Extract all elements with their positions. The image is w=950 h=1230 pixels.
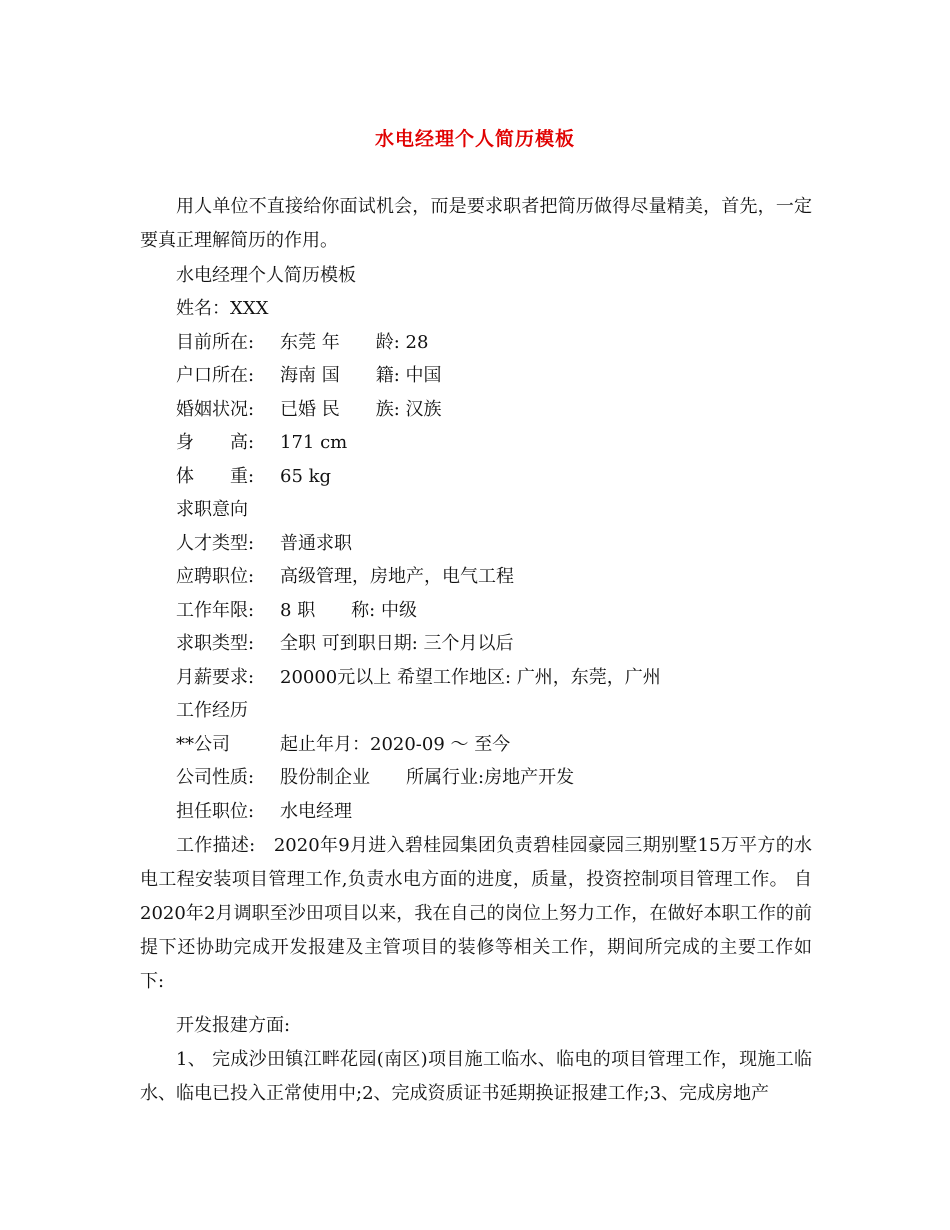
value: 已婚 — [280, 399, 316, 420]
name-line: 姓名：XXX — [176, 298, 269, 319]
row-marital — [176, 398, 442, 422]
value: 股份制企业 — [280, 767, 370, 788]
row-role — [176, 800, 352, 824]
value2: 28 — [405, 332, 429, 353]
label: 婚姻状况: — [176, 399, 255, 420]
label2: 职 称: — [297, 600, 376, 621]
label: 户口所在: — [176, 365, 255, 386]
intro-paragraph: 用人单位不直接给你面试机会，而是要求职者把简历做得尽量精美，首先，一定要真正理解简历的作用。 — [140, 196, 812, 251]
label: 应聘职位: — [176, 566, 255, 587]
value: 东莞 — [280, 332, 316, 353]
label: 人才类型: — [176, 533, 255, 554]
label: 担任职位: — [176, 801, 255, 822]
row-talent — [176, 532, 352, 556]
value2: 中级 — [381, 600, 417, 621]
label: **公司 — [176, 734, 230, 755]
row-salary — [176, 666, 661, 690]
value: 8 — [280, 600, 292, 621]
label: 目前所在: — [176, 332, 255, 353]
value: 20000元以上 — [280, 667, 392, 688]
row-company — [176, 733, 510, 757]
value2: 广州，东莞，广州 — [516, 667, 661, 688]
value2: 汉族 — [405, 399, 442, 420]
label: 工作年限: — [176, 600, 255, 621]
label: 月薪要求: — [176, 667, 255, 688]
value: 起止年月：2020-09 ～ 至今 — [280, 734, 511, 755]
row-years — [176, 599, 417, 623]
value2: 房地产开发 — [484, 767, 575, 788]
value: 海南 — [280, 365, 316, 386]
value2: 三个月以后 — [423, 633, 514, 654]
document-title: 水电经理个人简历模板 — [374, 128, 575, 150]
label: 体 重: — [176, 466, 255, 487]
label2: 所属行业: — [406, 767, 485, 788]
label2: 年 龄: — [321, 332, 400, 353]
section-intent: 求职意向 — [176, 499, 248, 520]
value: 高级管理，房地产，电气工程 — [280, 566, 514, 587]
resume-heading: 水电经理个人简历模板 — [176, 265, 356, 286]
label2: 希望工作地区: — [397, 667, 512, 688]
value: 水电经理 — [280, 801, 352, 822]
value: 171 cm — [280, 432, 348, 453]
value2: 中国 — [405, 365, 442, 386]
row-weight — [176, 465, 331, 489]
label: 公司性质: — [176, 767, 255, 788]
section-work: 工作经历 — [176, 700, 248, 721]
label: 身 高: — [176, 432, 255, 453]
label2: 国 籍: — [321, 365, 400, 386]
row-location — [176, 331, 428, 355]
dev-item: 1、 完成沙田镇江畔花园(南区)项目施工临水、临电的项目管理工作，现施工临水、临电已投入正常使用中;2、完成资质证书延期换证报建工作;3、完成房地产 — [140, 1049, 812, 1104]
value: 65 kg — [280, 466, 332, 487]
work-description: 工作描述: 2020年9月进入碧桂园集团负责碧桂园豪园三期别墅15万平方的水电工程安装项目管理工作,负责水电方面的进度，质量，投资控制项目管理工作。 自2020年2月调职至沙田项目以来，我在自己的岗位上努力工作，在做好本职工作的前提下还协助完成开发报建及主管项目的装修等相关工作，期间所完成的主要工作如下: — [140, 835, 812, 992]
row-hukou — [176, 364, 442, 388]
row-nature — [176, 766, 574, 790]
value: 全职 — [280, 633, 316, 654]
row-jobtype — [176, 632, 514, 656]
label2: 可到职日期: — [321, 633, 418, 654]
row-height — [176, 431, 347, 455]
value: 普通求职 — [280, 533, 352, 554]
label: 求职类型: — [176, 633, 255, 654]
row-position — [176, 565, 514, 589]
label2: 民 族: — [321, 399, 400, 420]
section-dev: 开发报建方面: — [176, 1015, 291, 1036]
